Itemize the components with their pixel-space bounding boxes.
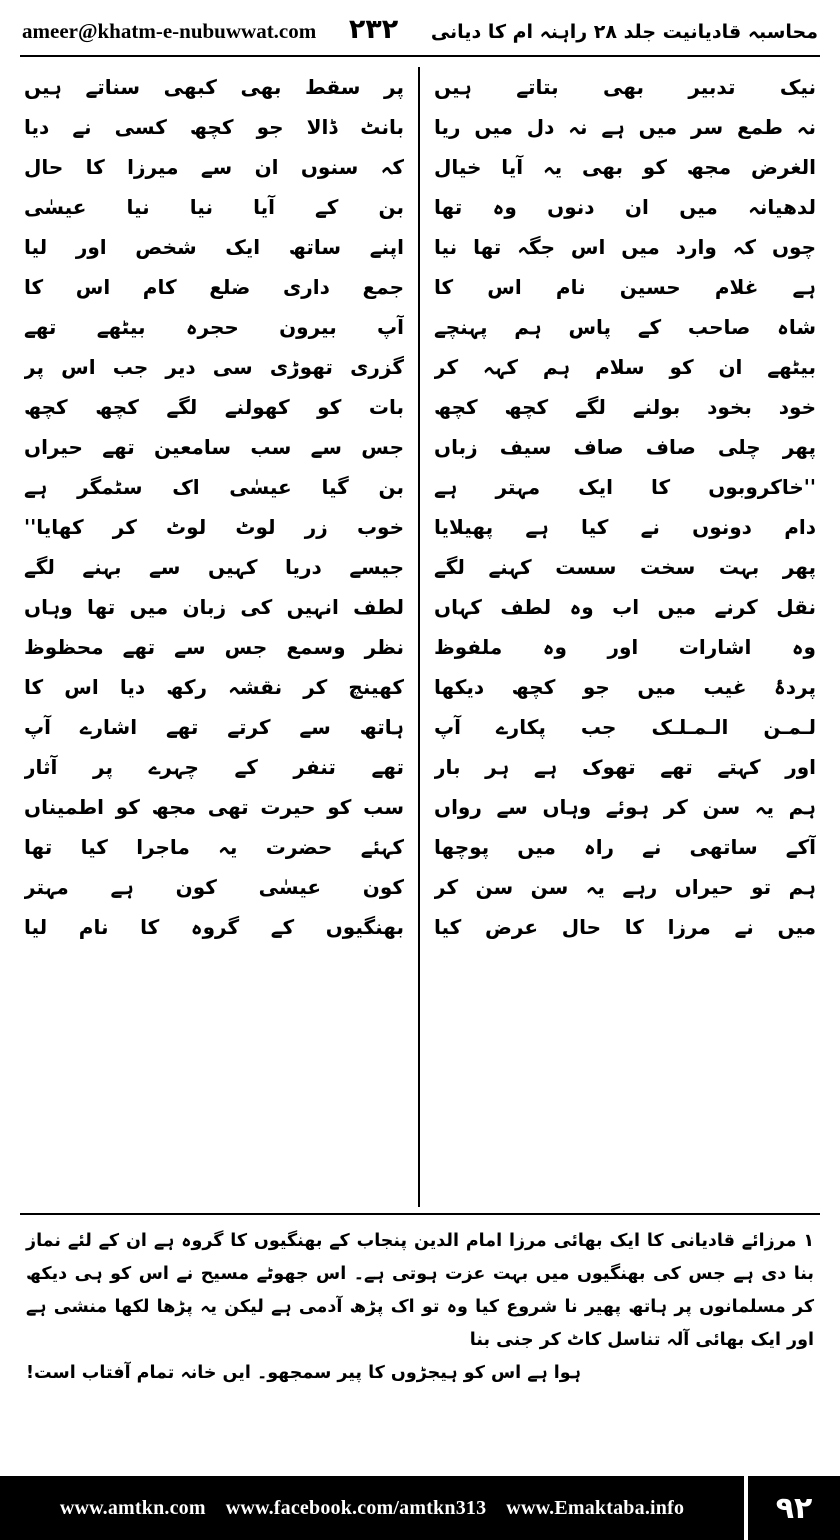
verse-line: پر سقط بھی کبھی سناتے ہیں (24, 75, 404, 99)
verse-line: خوب زر لوٹ لوٹ کر کھایا'' (24, 515, 404, 539)
verse-line: کون عیسٰی کون ہے مہتر (24, 875, 404, 899)
verse-line: لدھیانہ میں ان دنوں وہ تھا (434, 195, 816, 219)
verse-line: بن کے آیا نیا نیا عیسٰی (24, 195, 404, 219)
verse-line: کہ سنوں ان سے میرزا کا حال (24, 155, 404, 179)
verse-line: ہم تو حیراں رہے یہ سن سن کر (434, 875, 816, 899)
verse-line: آکے ساتھی نے راہ میں پوچھا (434, 835, 816, 859)
verse-line: لطف انہیں کی زبان میں تھا وہاں (24, 595, 404, 619)
verse-line: پھر بہت سخت سست کہنے لگے (434, 555, 816, 579)
verse-line: سب کو حیرت تھی مجھ کو اطمیناں (24, 795, 404, 819)
verse-line: ''خاکروبوں کا ایک مہتر ہے (434, 475, 816, 499)
verse-line: کہئے حضرت یہ ماجرا کیا تھا (24, 835, 404, 859)
verse-line: میں نے مرزا کا حال عرض کیا (434, 915, 816, 939)
verse-line: الغرض مجھ کو بھی یہ آیا خیال (434, 155, 816, 179)
page-header (0, 0, 840, 51)
verse-line: جس سے سب سامعین تھے حیراں (24, 435, 404, 459)
verse-line: جمع داری ضلع کام اس کا (24, 275, 404, 299)
footer-page-number: ۹۲ (748, 1476, 840, 1540)
page-footer (0, 1476, 840, 1540)
verse-line: بات کو کھولنے لگے کچھ کچھ (24, 395, 404, 419)
verse-body (0, 57, 840, 1207)
verse-line: خود بخود بولنے لگے کچھ کچھ (434, 395, 816, 419)
verse-line: آپ بیرون حجرہ بیٹھے تھے (24, 315, 404, 339)
verse-line: پردۂ غیب میں جو کچھ دیکھا (434, 675, 816, 699)
verse-column-left (18, 67, 420, 1207)
verse-line: نیک تدبیر بھی بتاتے ہیں (434, 75, 816, 99)
verse-line: چوں کہ وارد میں اس جگہ تھا نیا (434, 235, 816, 259)
footer-links-bar (0, 1476, 744, 1540)
footnote-line: ۱ مرزائے قادیانی کا ایک بھائی مرزا امام الدین پنجاب کے بھنگیوں کا گروہ ہے ان کے لئے نماز (26, 1231, 814, 1251)
footnote-line: ہوا ہے اس کو ہیجڑوں کا پیر سمجھو۔ ایں خانہ تمام آفتاب است! (26, 1363, 582, 1383)
footnote-line: بنا دی ہے جس کی بھنگیوں میں بہت عزت ہوتی ہے۔ اس جھوٹے مسیح نے اس کو ہی دیکھ کر مسلمانوں پر ہاتھ (26, 1264, 815, 1317)
verse-line: اپنے ساتھ ایک شخص اور لیا (24, 235, 404, 259)
verse-line: نقل کرنے میں اب وہ لطف کہاں (434, 595, 816, 619)
verse-line: اور کہتے تھے تھوک ہے ہر بار (434, 755, 816, 779)
footnote-block (0, 1215, 840, 1390)
header-page-number: ۲۳۲ (348, 14, 399, 45)
verse-line: نظر وسمع جس سے تھے محظوظ (24, 635, 404, 659)
header-email: ameer@khatm-e-nubuwwat.com (22, 19, 317, 43)
verse-line: بانٹ ڈالا جو کچھ کسی نے دیا (24, 115, 404, 139)
verse-line: گزری تھوڑی سی دیر جب اس پر (24, 355, 404, 379)
verse-line: ہم یہ سن کر ہوئے وہاں سے رواں (434, 795, 816, 819)
footer-link-amtkn[interactable]: www.amtkn.com (59, 1496, 206, 1519)
footer-link-emaktaba[interactable]: www.Emaktaba.info (506, 1496, 685, 1519)
verse-line: ہاتھ سے کرتے تھے اشارے آپ (24, 715, 404, 739)
verse-line: وہ اشارات اور وہ ملفوظ (434, 635, 816, 659)
verse-column-right (420, 67, 822, 1207)
verse-line: پھر چلی صاف صاف سیف زباں (434, 435, 816, 459)
verse-line: بن گیا عیسٰی اک سٹمگر ہے (24, 475, 404, 499)
verse-line: جیسے دریا کہیں سے بہنے لگے (24, 555, 404, 579)
footer-link-facebook[interactable]: www.facebook.com/amtkn313 (225, 1496, 487, 1519)
verse-line: شاہ صاحب کے پاس ہم پہنچے (434, 315, 816, 339)
verse-line: بھنگیوں کے گروہ کا نام لیا (24, 915, 404, 939)
verse-line: بیٹھے ان کو سلام ہم کہہ کر (434, 355, 816, 379)
verse-line: ہے غلام حسین نام اس کا (434, 275, 816, 299)
verse-line: تھے تنفر کے چہرے پر آثار (24, 755, 404, 779)
verse-line: کھینچ کر نقشہ رکھ دیا اس کا (24, 675, 404, 699)
verse-line: لـمـن الـمـلـک جب پکارے آپ (434, 715, 816, 739)
footnote-line: پھیر نا شروع کیا وہ تو اک پڑھ آدمی ہے لیکن یہ پڑھا لکھا منشی ہے اور ایک بھائی آلہ تناسل کاٹ کر جنی بنا (26, 1297, 814, 1350)
verse-line: دام دونوں نے کیا ہے پھیلایا (434, 515, 816, 539)
header-book-title: محاسبہ قادیانیت جلد ۲۸ راہنہ ام کا دیانی (430, 21, 818, 43)
verse-line: نہ طمع سر میں ہے نہ دل میں ریا (434, 115, 816, 139)
